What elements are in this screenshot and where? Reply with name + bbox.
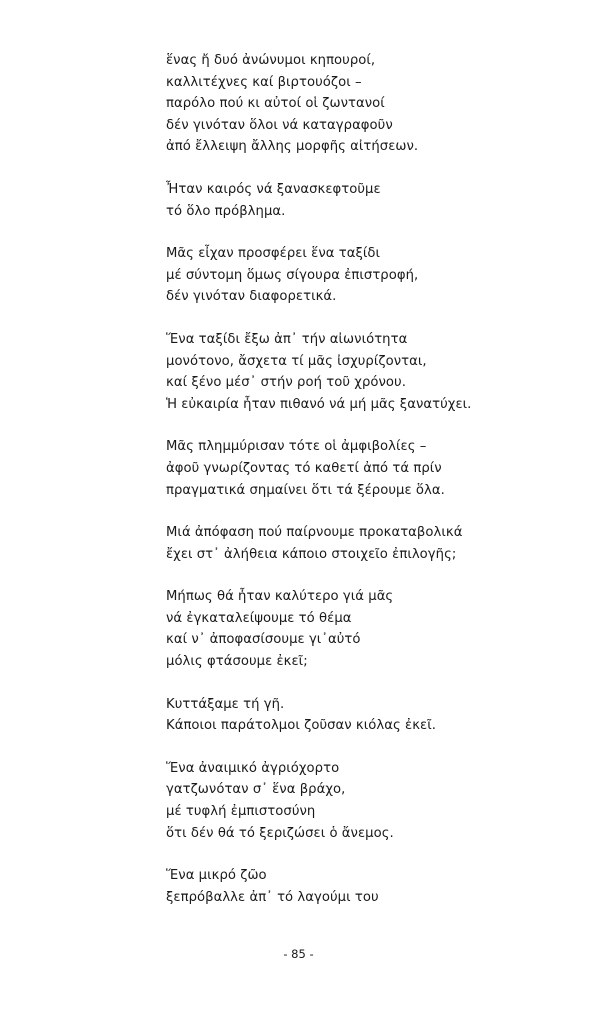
poem-line: καλλιτέχνες καί βιρτουόζοι – (166, 74, 362, 90)
poem-line: νά ἐγκαταλείψουμε τό θέμα (166, 610, 352, 626)
poem-line: δέν γινόταν διαφορετικά. (166, 289, 337, 305)
poem-line: τό ὅλο πρόβλημα. (166, 203, 286, 219)
poem-body (166, 50, 566, 929)
poem-line: ἕνας ἤ δυό ἀνώνυμοι κηπουροί, (166, 53, 376, 68)
poem-line: Μᾶς πλημμύρισαν τότε οἱ ἀμφιβολίες – (166, 439, 427, 455)
poem-line: μόλις φτάσουμε ἐκεῖ; (166, 654, 308, 670)
poem-line: καί ξένο μέσ᾽ στήν ροή τοῦ χρόνου. (166, 375, 406, 391)
poem-line: Κυττάξαμε τή γῆ. (166, 696, 285, 712)
poem-line: μονότονο, ἄσχετα τί μᾶς ἰσχυρίζονται, (166, 353, 427, 369)
poem-line: Κάποιοι παράτολμοι ζοῦσαν κιόλας ἐκεῖ. (166, 718, 436, 734)
stanza (166, 865, 566, 908)
poem-line: Ἡ εὐκαιρία ἦταν πιθανό νά μή μᾶς ξανατύχει. (166, 396, 472, 412)
stanza (166, 758, 566, 844)
stanza (166, 586, 566, 672)
poem-line: καί ν᾽ ἀποφασίσουμε γι᾽αὐτό (166, 632, 361, 648)
poem-line: παρόλο πού κι αὐτοί οἱ ζωντανοί (166, 96, 385, 112)
stanza (166, 50, 566, 158)
page-number: - 85 - (283, 947, 314, 961)
poem-line: μέ σύντομη ὅμως σίγουρα ἐπιστροφή, (166, 267, 419, 283)
poem-line: δέν γινόταν ὅλοι νά καταγραφοῦν (166, 117, 393, 133)
poem-line: ἀφοῦ γνωρίζοντας τό καθετί ἀπό τά πρίν (166, 460, 442, 476)
poem-line: Ἕνα ἀναιμικό ἀγριόχορτο (166, 760, 340, 776)
stanza (166, 436, 566, 501)
poem-line: γατζωνόταν σ᾽ ἕνα βράχο, (166, 782, 346, 798)
poem-line: Μιά ἀπόφαση πού παίρνουμε προκαταβολικά (166, 525, 463, 541)
poem-line: ξεπρόβαλλε ἀπ᾽ τό λαγούμι του (166, 889, 379, 905)
stanza (166, 179, 566, 222)
poem-line: Ἦταν καιρός νά ξανασκεφτοῦμε (166, 181, 381, 197)
poem-line: ἀπό ἔλλειψη ἄλλης μορφῆς αἰτήσεων. (166, 139, 419, 155)
stanza (166, 243, 566, 308)
stanza (166, 694, 566, 737)
poem-line: Ἕνα μικρό ζῶο (166, 868, 267, 884)
stanza (166, 329, 566, 415)
poem-line: πραγματικά σημαίνει ὅτι τά ξέρουμε ὅλα. (166, 482, 445, 498)
poem-line: ὅτι δέν θά τό ξεριζώσει ὁ ἄνεμος. (166, 825, 394, 841)
poem-line: Μᾶς εἶχαν προσφέρει ἕνα ταξίδι (166, 246, 381, 262)
poem-line: μέ τυφλή ἐμπιστοσύνη (166, 804, 316, 820)
stanza (166, 522, 566, 565)
poem-line: Μήπως θά ἦταν καλύτερο γιά μᾶς (166, 589, 394, 605)
poem-line: ἔχει στ᾽ ἀλήθεια κάποιο στοιχεῖο ἐπιλογῆς; (166, 546, 457, 562)
poem-line: Ἕνα ταξίδι ἔξω ἀπ᾽ τήν αἰωνιότητα (166, 331, 408, 347)
